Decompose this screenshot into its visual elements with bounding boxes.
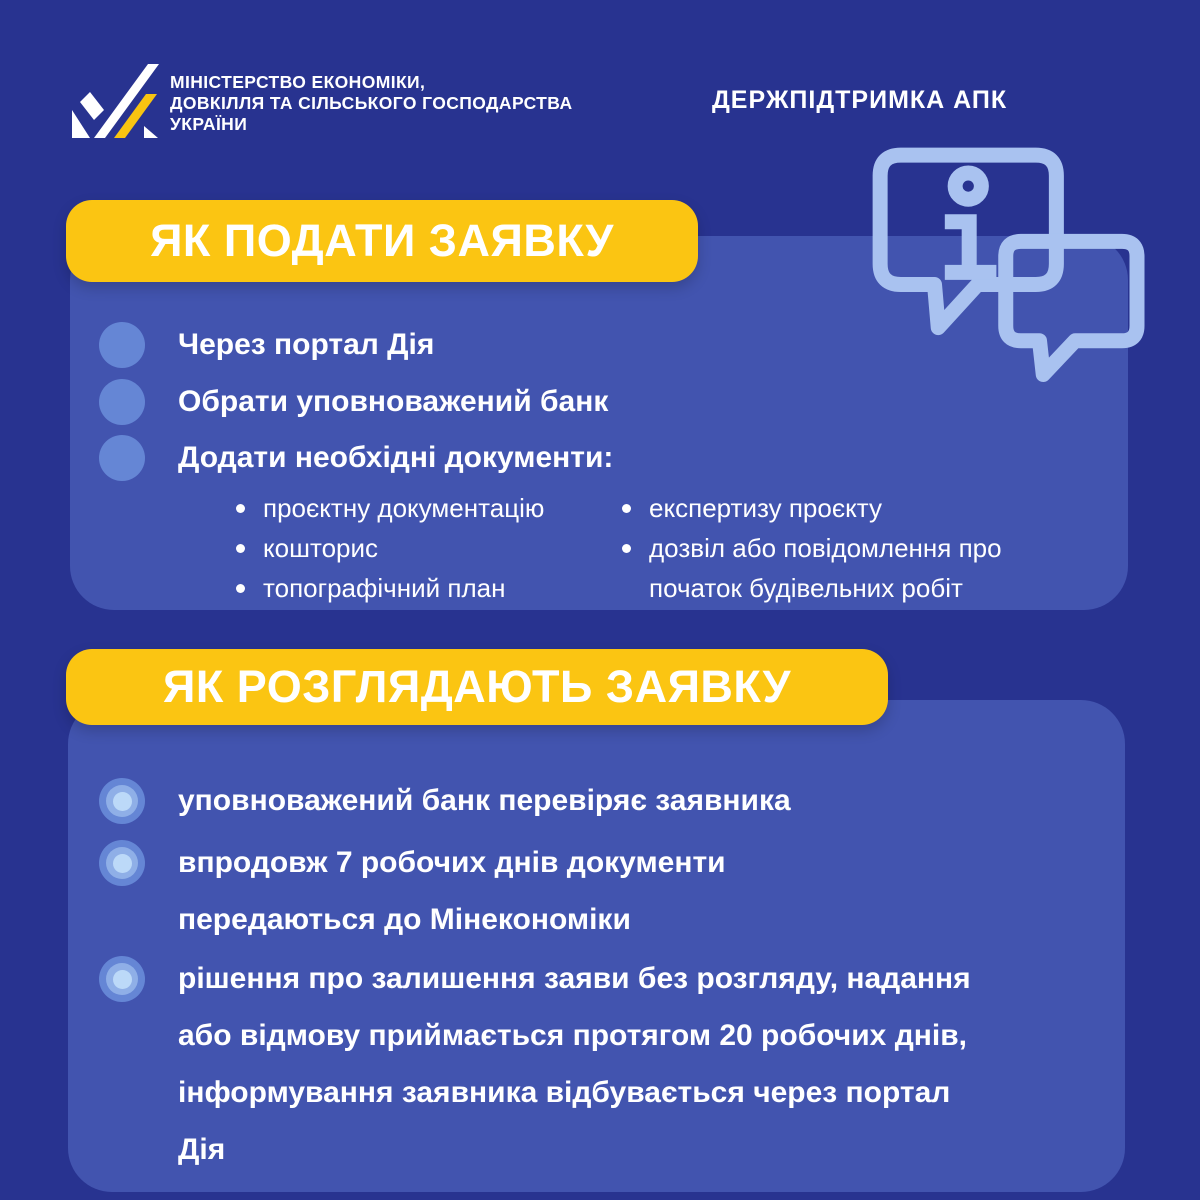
- review-step-3-label: рішення про залишення заяви без розгляду, надання або відмову приймається протягом 20 робочих днів, інформування заявника відбувається через портал Дія: [178, 962, 971, 1166]
- info-speech-bubbles-icon: [852, 142, 1152, 397]
- program-title: ДЕРЖПІДТРИМКА АПК: [712, 86, 1008, 114]
- review-step-1-label: уповноважений банк перевіряє заявника: [178, 784, 791, 817]
- concentric-bullet-icon: [99, 778, 145, 824]
- concentric-bullet-icon: [99, 840, 145, 886]
- document-item-label: топографічний план: [263, 573, 506, 603]
- dot-bullet-icon: [236, 584, 245, 593]
- ministry-logo-icon: [72, 64, 162, 138]
- document-item-label: проєктну документацію: [263, 493, 545, 523]
- documents-list-left: [236, 488, 611, 608]
- document-item: [236, 528, 611, 568]
- apply-step-3-label: Додати необхідні документи:: [178, 441, 614, 474]
- ministry-name-line2: ДОВКІЛЛЯ ТА СІЛЬСЬКОГО ГОСПОДАРСТВА: [170, 93, 573, 113]
- dot-bullet-icon: [622, 544, 631, 553]
- section-title-how-to-apply: ЯК ПОДАТИ ЗАЯВКУ: [66, 200, 698, 282]
- ministry-name-line3: УКРАЇНИ: [170, 114, 248, 134]
- ministry-name: [170, 72, 572, 135]
- document-item: [236, 568, 611, 608]
- documents-list-right: [622, 488, 1077, 608]
- apply-step-2: [99, 379, 608, 425]
- apply-step-2-label: Обрати уповноважений банк: [178, 385, 609, 418]
- apply-step-1-label: Через портал Дія: [178, 328, 435, 361]
- document-item-label: дозвіл або повідомлення про початок будівельних робіт: [649, 533, 1002, 603]
- circle-bullet-icon: [99, 379, 145, 425]
- circle-bullet-icon: [99, 322, 145, 368]
- review-step-2: [99, 834, 843, 948]
- circle-bullet-icon: [99, 435, 145, 481]
- review-step-3: [99, 950, 998, 1178]
- section-title-how-reviewed: ЯК РОЗГЛЯДАЮТЬ ЗАЯВКУ: [66, 649, 888, 725]
- apply-step-3: [99, 435, 613, 481]
- dot-bullet-icon: [622, 504, 631, 513]
- ministry-name-line1: МІНІСТЕРСТВО ЕКОНОМІКИ,: [170, 72, 426, 92]
- apply-step-1: [99, 322, 434, 368]
- document-item: [236, 488, 611, 528]
- review-step-2-label: впродовж 7 робочих днів документи передаються до Мінекономіки: [178, 846, 726, 936]
- concentric-bullet-icon: [99, 956, 145, 1002]
- document-item: [622, 488, 1077, 528]
- document-item-label: кошторис: [263, 533, 379, 563]
- document-item-label: експертизу проєкту: [649, 493, 882, 523]
- document-item: [622, 528, 1077, 608]
- dot-bullet-icon: [236, 504, 245, 513]
- dot-bullet-icon: [236, 544, 245, 553]
- review-step-1: [99, 772, 791, 829]
